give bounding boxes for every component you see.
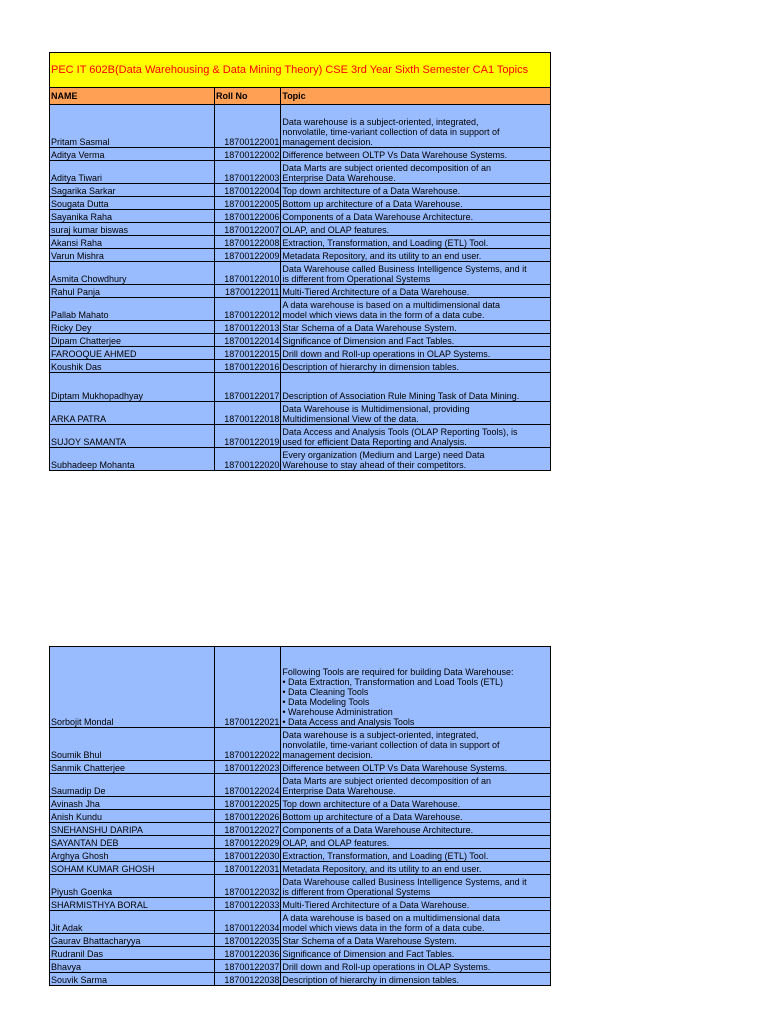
- roll-number: 18700122012: [214, 298, 280, 321]
- topic-text: [281, 862, 551, 875]
- topic-line: Top down architecture of a Data Warehouse.: [282, 799, 461, 809]
- topic-line: Data Marts are subject oriented decomposition of an: [282, 163, 491, 173]
- roll-number: 18700122019: [214, 425, 280, 448]
- roll-number: 18700122009: [214, 249, 280, 262]
- topic-line: nonvolatile, time-variant collection of data in support of: [282, 740, 500, 750]
- student-name: Piyush Goenka: [50, 875, 215, 898]
- topic-text: [281, 960, 551, 973]
- table-row: [50, 823, 551, 836]
- table-row: [50, 973, 551, 986]
- topic-text: [281, 797, 551, 810]
- student-name: Sagarika Sarkar: [50, 184, 215, 197]
- roll-number: 18700122022: [214, 728, 280, 761]
- table-row: [50, 360, 551, 373]
- topic-text: [281, 911, 551, 934]
- topic-line: • Data Cleaning Tools: [282, 687, 369, 697]
- table-row: [50, 285, 551, 298]
- topic-line: • Warehouse Administration: [282, 707, 393, 717]
- roll-number: 18700122014: [214, 334, 280, 347]
- student-name: Saumadip De: [50, 774, 215, 797]
- roll-number: 18700122013: [214, 321, 280, 334]
- roll-number: 18700122016: [214, 360, 280, 373]
- topic-text: [281, 210, 551, 223]
- topic-text: [281, 402, 551, 425]
- topics-table-1: [49, 52, 551, 471]
- header-row: [50, 88, 551, 105]
- table-row: [50, 862, 551, 875]
- student-name: Sorbojit Mondal: [50, 647, 215, 728]
- student-name: Diptam Mukhopadhyay: [50, 373, 215, 402]
- table-row: [50, 373, 551, 402]
- student-name: Ricky Dey: [50, 321, 215, 334]
- header-topic: Topic: [281, 88, 551, 105]
- roll-number: 18700122003: [214, 161, 280, 184]
- topic-line: management decision.: [282, 750, 373, 760]
- table-row: [50, 898, 551, 911]
- student-name: Koushik Das: [50, 360, 215, 373]
- roll-number: 18700122030: [214, 849, 280, 862]
- roll-number: 18700122002: [214, 148, 280, 161]
- topic-line: Drill down and Roll-up operations in OLAP Systems.: [282, 349, 491, 359]
- title-row: [50, 53, 551, 88]
- table-row: [50, 236, 551, 249]
- topic-text: [281, 223, 551, 236]
- topic-line: Star Schema of a Data Warehouse System.: [282, 936, 457, 946]
- topic-line: Difference between OLTP Vs Data Warehouse Systems.: [282, 763, 508, 773]
- topic-line: Warehouse to stay ahead of their competitors.: [282, 460, 467, 470]
- topic-line: Extraction, Transformation, and Loading (ETL) Tool.: [282, 238, 489, 248]
- student-name: Akansi Raha: [50, 236, 215, 249]
- topic-line: A data warehouse is based on a multidimensional data: [282, 300, 500, 310]
- table-row: [50, 947, 551, 960]
- topic-text: [281, 360, 551, 373]
- roll-number: 18700122032: [214, 875, 280, 898]
- topic-line: nonvolatile, time-variant collection of data in support of: [282, 127, 500, 137]
- roll-number: 18700122006: [214, 210, 280, 223]
- topic-line: Data Warehouse called Business Intelligence Systems, and it: [282, 877, 527, 887]
- roll-number: 18700122026: [214, 810, 280, 823]
- roll-number: 18700122035: [214, 934, 280, 947]
- table-row: [50, 321, 551, 334]
- student-name: Rahul Panja: [50, 285, 215, 298]
- student-name: Aditya Verma: [50, 148, 215, 161]
- topic-line: Significance of Dimension and Fact Tables.: [282, 949, 455, 959]
- roll-number: 18700122038: [214, 973, 280, 986]
- table-row: [50, 728, 551, 761]
- topic-line: model which views data in the form of a data cube.: [282, 923, 485, 933]
- topic-text: [281, 148, 551, 161]
- table-row: [50, 347, 551, 360]
- topic-line: Description of hierarchy in dimension tables.: [282, 362, 459, 372]
- table-row: [50, 911, 551, 934]
- table-row: [50, 425, 551, 448]
- roll-number: 18700122031: [214, 862, 280, 875]
- roll-number: 18700122004: [214, 184, 280, 197]
- topic-text: [281, 236, 551, 249]
- topic-line: Data warehouse is a subject-oriented, integrated,: [282, 117, 479, 127]
- topic-line: A data warehouse is based on a multidimensional data: [282, 913, 501, 923]
- table-row: [50, 875, 551, 898]
- topic-line: Enterprise Data Warehouse.: [282, 173, 396, 183]
- topic-text: [281, 197, 551, 210]
- roll-number: 18700122037: [214, 960, 280, 973]
- topic-line: Data Warehouse is Multidimensional, providing: [282, 404, 470, 414]
- topic-line: model which views data in the form of a data cube.: [282, 310, 485, 320]
- topic-text: [281, 161, 551, 184]
- topic-line: Significance of Dimension and Fact Tables.: [282, 336, 455, 346]
- student-name: Subhadeep Mohanta: [50, 448, 215, 471]
- topic-text: [281, 823, 551, 836]
- table-row: [50, 836, 551, 849]
- topic-text: [281, 728, 551, 761]
- table-row: [50, 810, 551, 823]
- topic-text: [281, 875, 551, 898]
- student-name: Anish Kundu: [50, 810, 215, 823]
- topic-line: Multidimensional View of the data.: [282, 414, 419, 424]
- topic-text: [281, 836, 551, 849]
- student-name: Pallab Mahato: [50, 298, 215, 321]
- topic-line: Components of a Data Warehouse Architecture.: [282, 212, 474, 222]
- topic-line: used for efficient Data Reporting and Analysis.: [282, 437, 467, 447]
- roll-number: 18700122020: [214, 448, 280, 471]
- topic-text: [281, 262, 551, 285]
- topic-line: OLAP, and OLAP features.: [282, 225, 390, 235]
- topic-line: Data Marts are subject oriented decomposition of an: [282, 776, 491, 786]
- roll-number: 18700122025: [214, 797, 280, 810]
- topic-text: [281, 761, 551, 774]
- student-name: Pritam Sasmal: [50, 105, 215, 148]
- table-row: [50, 210, 551, 223]
- topic-text: [281, 448, 551, 471]
- topic-line: Multi-Tiered Architecture of a Data Warehouse.: [282, 900, 470, 910]
- topic-line: Data warehouse is a subject-oriented, integrated,: [282, 730, 479, 740]
- table-row: [50, 934, 551, 947]
- topic-text: [281, 373, 551, 402]
- roll-number: 18700122010: [214, 262, 280, 285]
- student-name: Arghya Ghosh: [50, 849, 215, 862]
- table-row: [50, 448, 551, 471]
- table-row: [50, 761, 551, 774]
- roll-number: 18700122018: [214, 402, 280, 425]
- table-row: [50, 334, 551, 347]
- table-row: [50, 960, 551, 973]
- topic-line: Difference between OLTP Vs Data Warehouse Systems.: [282, 150, 508, 160]
- student-name: SUJOY SAMANTA: [50, 425, 215, 448]
- table-row: [50, 402, 551, 425]
- student-name: Jit Adak: [50, 911, 215, 934]
- topic-text: [281, 810, 551, 823]
- table-row: [50, 298, 551, 321]
- roll-number: 18700122024: [214, 774, 280, 797]
- roll-number: 18700122007: [214, 223, 280, 236]
- topic-text: [281, 947, 551, 960]
- topic-line: Description of Association Rule Mining Task of Data Mining.: [282, 391, 520, 401]
- table-row: [50, 647, 551, 728]
- topic-line: Data Warehouse called Business Intelligence Systems, and it: [282, 264, 527, 274]
- student-name: suraj kumar biswas: [50, 223, 215, 236]
- table-row: [50, 262, 551, 285]
- table-row: [50, 223, 551, 236]
- topics-table-2: [49, 646, 551, 986]
- topic-line: is different from Operational Systems: [282, 274, 431, 284]
- topic-line: Enterprise Data Warehouse.: [282, 786, 396, 796]
- topic-text: [281, 425, 551, 448]
- student-name: Sanmik Chatterjee: [50, 761, 215, 774]
- student-name: SNEHANSHU DARIPA: [50, 823, 215, 836]
- topic-text: [281, 934, 551, 947]
- topic-text: [281, 184, 551, 197]
- table-row: [50, 184, 551, 197]
- topic-line: management decision.: [282, 137, 373, 147]
- student-name: Avinash Jha: [50, 797, 215, 810]
- student-name: ARKA PATRA: [50, 402, 215, 425]
- roll-number: 18700122005: [214, 197, 280, 210]
- table-row: [50, 105, 551, 148]
- roll-number: 18700122033: [214, 898, 280, 911]
- header-roll: Roll No: [214, 88, 280, 105]
- topic-text: [281, 321, 551, 334]
- student-name: Rudranil Das: [50, 947, 215, 960]
- roll-number: 18700122029: [214, 836, 280, 849]
- topic-text: [281, 973, 551, 986]
- student-name: SHARMISTHYA BORAL: [50, 898, 215, 911]
- topic-text: [281, 285, 551, 298]
- student-name: Soumik Bhul: [50, 728, 215, 761]
- topic-text: [281, 105, 551, 148]
- topic-text: [281, 898, 551, 911]
- topic-line: Top down architecture of a Data Warehouse.: [282, 186, 461, 196]
- table-row: [50, 797, 551, 810]
- student-name: Souvik Sarma: [50, 973, 215, 986]
- roll-number: 18700122008: [214, 236, 280, 249]
- student-name: Gaurav Bhattacharyya: [50, 934, 215, 947]
- topic-text: [281, 249, 551, 262]
- topic-line: Multi-Tiered Architecture of a Data Warehouse.: [282, 287, 470, 297]
- topic-line: Star Schema of a Data Warehouse System.: [282, 323, 457, 333]
- table-row: [50, 148, 551, 161]
- roll-number: 18700122015: [214, 347, 280, 360]
- student-name: SOHAM KUMAR GHOSH: [50, 862, 215, 875]
- student-name: Sayanika Raha: [50, 210, 215, 223]
- topic-text: [281, 347, 551, 360]
- topic-line: • Data Modeling Tools: [282, 697, 370, 707]
- roll-number: 18700122036: [214, 947, 280, 960]
- student-name: FAROOQUE AHMED: [50, 347, 215, 360]
- topic-text: [281, 647, 551, 728]
- topic-line: • Data Access and Analysis Tools: [282, 717, 415, 727]
- table-row: [50, 249, 551, 262]
- topic-line: Bottom up architecture of a Data Warehouse.: [282, 812, 463, 822]
- table-row: [50, 849, 551, 862]
- table-row: [50, 774, 551, 797]
- topic-line: Metadata Repository, and its utility to an end user.: [282, 251, 482, 261]
- topic-text: [281, 774, 551, 797]
- table-row: [50, 161, 551, 184]
- topic-line: Extraction, Transformation, and Loading (ETL) Tool.: [282, 851, 489, 861]
- roll-number: 18700122027: [214, 823, 280, 836]
- topic-text: [281, 334, 551, 347]
- topic-text: [281, 849, 551, 862]
- student-name: Varun Mishra: [50, 249, 215, 262]
- topic-line: is different from Operational Systems: [282, 887, 431, 897]
- student-name: Dipam Chatterjee: [50, 334, 215, 347]
- roll-number: 18700122023: [214, 761, 280, 774]
- topic-line: Bottom up architecture of a Data Warehouse.: [282, 199, 463, 209]
- topic-line: Description of hierarchy in dimension tables.: [282, 975, 459, 985]
- student-name: Asmita Chowdhury: [50, 262, 215, 285]
- topic-line: OLAP, and OLAP features.: [282, 838, 390, 848]
- student-name: Sougata Dutta: [50, 197, 215, 210]
- student-name: Aditya Tiwari: [50, 161, 215, 184]
- topic-line: Every organization (Medium and Large) need Data: [282, 450, 485, 460]
- student-name: SAYANTAN DEB: [50, 836, 215, 849]
- table-row: [50, 197, 551, 210]
- roll-number: 18700122011: [214, 285, 280, 298]
- topic-line: Following Tools are required for building Data Warehouse:: [282, 667, 514, 677]
- topic-line: Drill down and Roll-up operations in OLAP Systems.: [282, 962, 491, 972]
- roll-number: 18700122017: [214, 373, 280, 402]
- topic-line: Metadata Repository, and its utility to an end user.: [282, 864, 482, 874]
- header-name: NAME: [50, 88, 215, 105]
- topic-line: Components of a Data Warehouse Architecture.: [282, 825, 474, 835]
- topic-line: • Data Extraction, Transformation and Load Tools (ETL): [282, 677, 503, 687]
- student-name: Bhavya: [50, 960, 215, 973]
- topic-line: Data Access and Analysis Tools (OLAP Reporting Tools), is: [282, 427, 518, 437]
- roll-number: 18700122001: [214, 105, 280, 148]
- topic-text: [281, 298, 551, 321]
- sheet-title: PEC IT 602B(Data Warehousing & Data Mining Theory) CSE 3rd Year Sixth Semester CA1 Topics: [50, 53, 551, 88]
- roll-number: 18700122021: [214, 647, 280, 728]
- roll-number: 18700122034: [214, 911, 280, 934]
